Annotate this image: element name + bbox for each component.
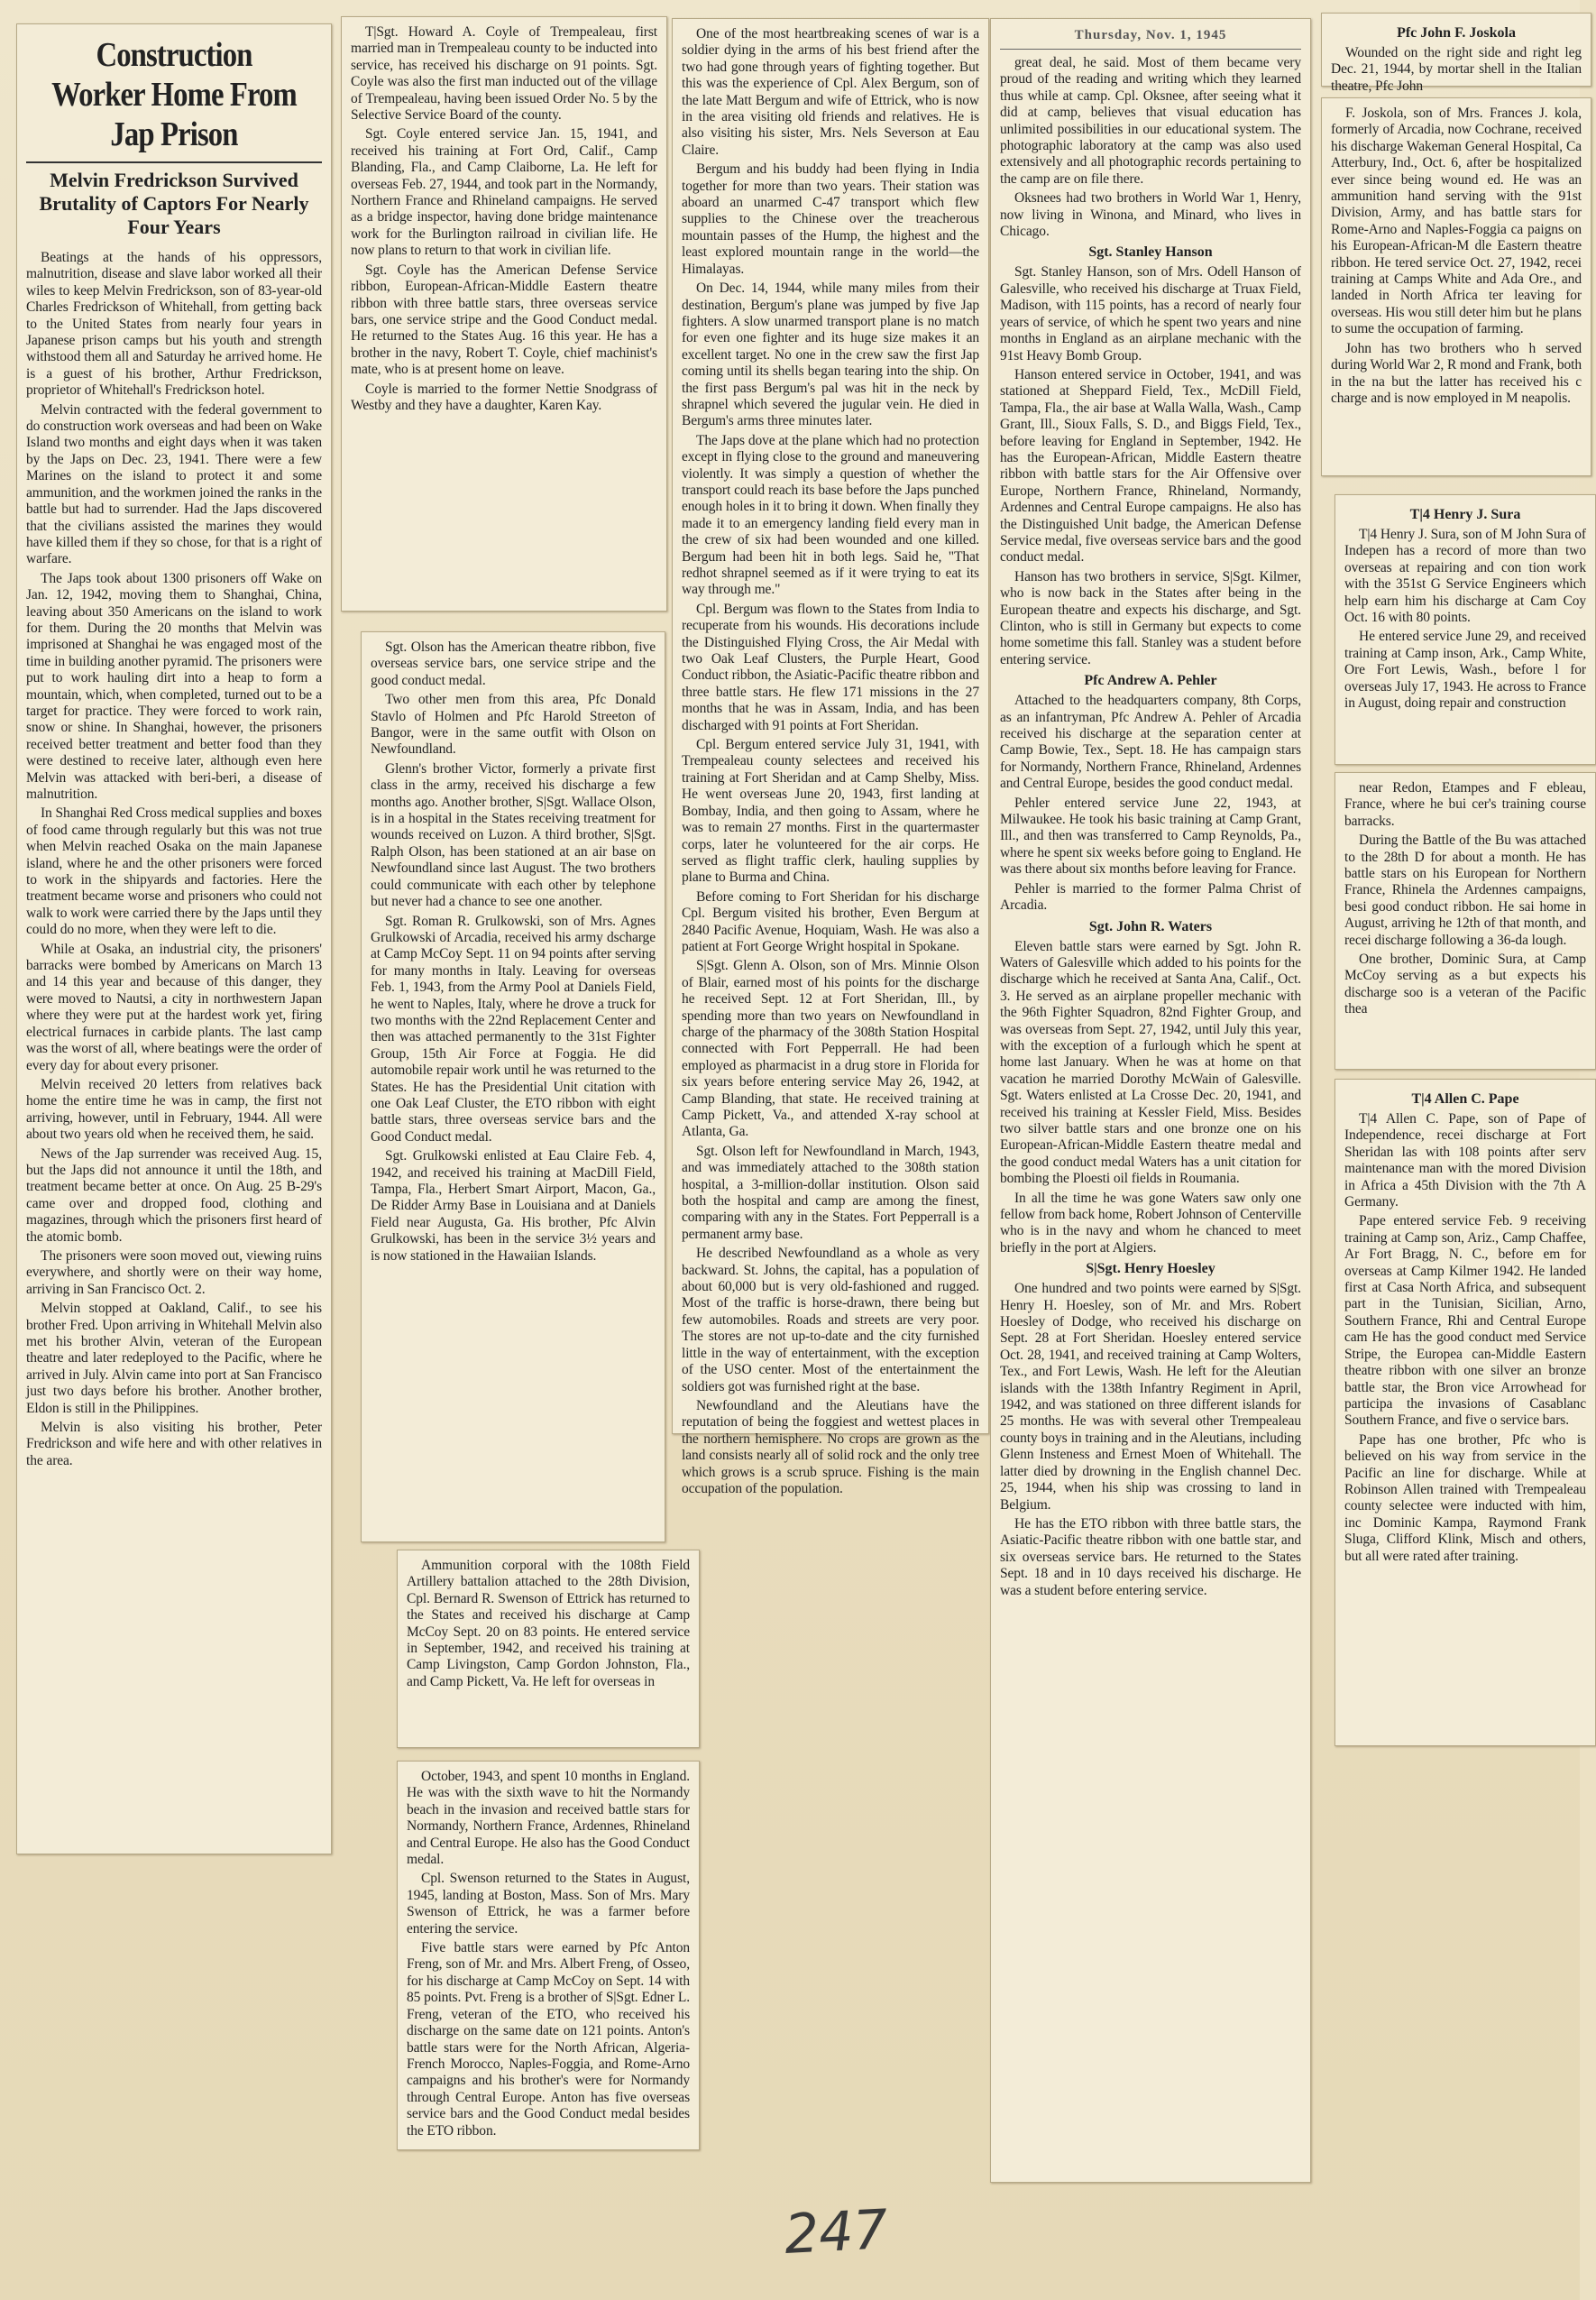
article-body xyxy=(682,26,979,1497)
paragraph: Pape entered service Feb. 9 receiving training at Camp son, Ariz., Camp Chaffee, Ar Fort Bragg, N. C., before em for overseas at Camp Kilmer 1942. He landed first at Casa North Africa, and subsequent part in the Tunisian, Sicilian, Arno, Southern France, Rhi and Central Europe cam He has the good conduct med Service Stripe, the Europea can-Middle Eastern theatre ribbon with one silver an bronze battle star, the Bron vice Arrowhead for participa the invasions of Casablanc Southern France, and five o service bars. xyxy=(1344,1213,1586,1429)
article-body xyxy=(1331,106,1582,407)
paragraph: Pape has one brother, Pfc who is believed on his way from service in the Pacific an line for discharge. While at Robinson Allen trained with Trempealeau county selectee were inducted with him, inc Dominic Kampa, Raymond Frank Sluga, Clifford Klink, Misch and others, but all were rated after training. xyxy=(1344,1431,1586,1564)
paragraph: great deal, he said. Most of them became very proud of the reading and writing which they learned thus while at camp. Cpl. Oksnee, after seeing what it did at camp, believes that visual education has unlimited possibilities in our educational system. The photographic laboratory at the camp was also used extensively and all photographic records pertaining to the camp are on file there. xyxy=(1000,55,1301,187)
paragraph: Melvin stopped at Oakland, Calif., to see his brother Fred. Upon arriving in Whitehall Melvin also met his brother Alvin, veteran of the European theatre and later redeployed to the Pacific, where he arrived in July. Alvin came into port at San Francisco just two days before his brother. Another brother, Eldon is still in the Philippines. xyxy=(26,1301,322,1416)
clipping-joskola-head xyxy=(1321,13,1591,94)
article-body xyxy=(407,1769,690,2139)
paragraph: T|4 Henry J. Sura, son of M John Sura of Indepen has a record of more than two overseas at repairing and con tion work with the 351st G Service Engineers which help earn him his discharge at Cam Coy Oct. 16 with 80 points. xyxy=(1344,527,1586,626)
paragraph: Pehler entered service June 22, 1943, at Milwaukee. He took his basic training at Camp Grant, Ill., and then was transferred to Camp Reynolds, Pa., where he spent six weeks before going to England. He was there about six months before leaving for France. xyxy=(1000,795,1301,878)
clipping-pape xyxy=(1335,1079,1596,1746)
clipping-hanson-pehler-waters-hoesley xyxy=(990,18,1311,2183)
paragraph: Coyle is married to the former Nettie Snodgrass of Westby and they have a daughter, Karen Kay. xyxy=(351,381,657,413)
paragraph: Five battle stars were earned by Pfc Anton Freng, son of Mr. and Mrs. Albert Freng, of Osseo, for his discharge at Camp McCoy on Sept. 14 with 85 points. Pvt. Freng is a brother of S|Sgt. Edner L. Freng, veteran of the ETO, who received his discharge on the same date on 121 points. Anton's battle stars were for the North African, Algeria-French Morocco, Naples-Foggia, and Rome-Arno campaigns and his brother's were for Normandy through Central Europe. Anton has five overseas service bars and the Good Conduct medal besides the ETO ribbon. xyxy=(407,1940,690,2139)
paragraph: On Dec. 14, 1944, while many miles from their destination, Bergum's plane was jumped by five Jap fighters. A slow unarmed transport plane is no match for even one fighter and its huge size makes it an excellent target. No one in the crew saw the first Jap coming until its shells began tearing into the ship. On the first pass Bergum's pal was hit in the neck by shrapnel which severed the jugular vein. He died in Bergum's arms three minutes later. xyxy=(682,281,979,429)
clipping-joskola xyxy=(1321,97,1591,476)
section-title: Pfc John F. Joskola xyxy=(1397,25,1516,41)
paragraph: He entered service June 29, and received training at Camp inson, Ark., Camp White, Ore Fort Lewis, Wash., before l for overseas July 17, 1943. He across to France in August, doing repair and construction xyxy=(1344,629,1586,712)
paragraph: Cpl. Swenson returned to the States in August, 1945, landing at Boston, Mass. Son of Mrs. Mary Swenson of Ettrick, he was a farmer before entering the service. xyxy=(407,1871,690,1937)
article-body xyxy=(407,1558,690,1690)
clipping-sura xyxy=(1335,494,1596,765)
article-body xyxy=(1344,527,1586,712)
article-intro xyxy=(1000,55,1301,240)
article-sections xyxy=(1000,244,1301,1598)
paragraph: Beatings at the hands of his oppressors, malnutrition, disease and slave labor worked all their wiles to keep Melvin Fredrickson, son of 83-year-old Charles Fredrickson of Whitehall, from getting back to the United States from nearly four years in Japanese prison camps but his youth and strength withstood them all and Saturday he arrived home. He is a guest of his brother, Arthur Fredrickson, proprietor of Whitehall's Fredrickson hotel. xyxy=(26,250,322,399)
paragraph: T|Sgt. Howard A. Coyle of Trempealeau, first married man in Trempealeau county to be inducted into service, has received his discharge on 91 points. Sgt. Coyle was also the first man inducted out of the village of Trempealeau, having been issued Order No. 5 by the Selective Service Board of the county. xyxy=(351,24,657,124)
article-body xyxy=(1344,1111,1586,1565)
paragraph: Sgt. Olson left for Newfoundland in March, 1943, and was immediately attached to the 308th station hospital, a 3-million-dollar institution. Olson said both the hospital and camp are among the finest, comparing with any in the States. Fort Pepperrall is a permanent army base. xyxy=(682,1143,979,1242)
article-body xyxy=(1331,45,1582,95)
paragraph: Hanson has two brothers in service, S|Sgt. Kilmer, who is now back in the States after being in the European theatre and expects his discharge, and Sgt. Clinton, who is still in Germany but expects to come home sometime this fall. Stanley was a student before entering service. xyxy=(1000,568,1301,667)
paragraph: Bergum and his buddy had been flying in India together for more than two years. Their station was aboard an unarmed C-47 transport which flew supplies to the Chinese over the treacherous mountain passes of the Hump, the highest and the least explored mountain range in the world—the Himalayas. xyxy=(682,161,979,277)
paragraph: Two other men from this area, Pfc Donald Stavlo of Holmen and Pfc Harold Streeton of Bangor, were in the same outfit with Olson on Newfoundland. xyxy=(371,692,656,758)
paragraph: Ammunition corporal with the 108th Field Artillery battalion attached to the 28th Division, Cpl. Bernard R. Swenson of Ettrick has returned to the States and received his discharge at Camp McCoy Sept. 20 on 83 points. He entered service in September, 1942, and received his training at Camp Livingston, Camp Gordon Johnston, Fla., and Camp Pickett, Va. He left for overseas in xyxy=(407,1558,690,1689)
section-title: Sgt. Stanley Hanson xyxy=(1088,244,1213,261)
paragraph: Cpl. Bergum was flown to the States from India to recuperate from his wounds. His decorations include the Distinguished Flying Cross, the Air Medal with two Oak Leaf Clusters, the Purple Heart, Good Conduct ribbon, the Asiatic-Pacific theatre ribbon and three battle stars. He flew 171 missions in the 27 months that he was in Assam, India, and has been discharged with 91 points at Fort Sheridan. xyxy=(682,601,979,733)
paragraph: Sgt. Grulkowski enlisted at Eau Claire Feb. 4, 1942, and received his training at MacDill Field, Tampa, Fla., Herbert Smart Airport, Macon, Ga., De Ridder Army Base in Louisiana and at Daniels Field near Augusta, Ga. His brother, Pfc Alvin Grulkowski, has been in the service 3½ years and is now stationed in the Hawaiian Islands. xyxy=(371,1148,656,1264)
paragraph: One brother, Dominic Sura, at Camp McCoy serving as a but expects his discharge soo is a veteran of the Pacific thea xyxy=(1344,952,1586,1017)
paragraph: While at Osaka, an industrial city, the prisoners' barracks were bombed by Americans on March 13 and 14 this year and because of this danger, they were moved to Nautsi, a city in northwestern Japan where they were put at the hardest work yet, firing electrical furnaces in carbide plants. The last camp was the worst of all, where beatings were the order of every day for about every prisoner. xyxy=(26,941,322,1073)
clipping-swenson xyxy=(397,1550,700,1748)
paragraph: Glenn's brother Victor, formerly a private first class in the army, received his discharge a few months ago. Another brother, S|Sgt. Wallace Olson, is in a hospital in the States receiving treatment for wounds received on Luzon. A third brother, S|Sgt. Ralph Olson, has been stationed at an air base on Newfoundland since last August. The two brothers could communicate with each other by telephone but never had a chance to see one another. xyxy=(371,760,656,910)
article-body xyxy=(1344,780,1586,1018)
section-title: S|Sgt. Henry Hoesley xyxy=(1086,1261,1215,1277)
paragraph: Wounded on the right side and right leg Dec. 21, 1944, by mortar shell in the Italian theatre, Pfc John xyxy=(1331,45,1582,94)
paragraph: Hanson entered service in October, 1941, and was stationed at Sheppard Field, Tex., McDill Field, Tampa, Fla., the air base at Walla Walla, Wash., Camp Grant, Ill., Sioux Falls, S. D., and Biggs Field, Tex., before leaving for England in September, 1942. He has the European-African, Middle Eastern theatre ribbon with battle stars for the Air Offensive over Europe, Northern France, Rhineland, Normandy, Ardennes and Central Europe campaigns. He also has the Distinguished Unit badge, the American Defense Service medal, five overseas service bars and the good conduct medal. xyxy=(1000,366,1301,566)
article-deck: Melvin Fredrickson Survived Brutality of Captors For Nearly Four Years xyxy=(26,161,322,239)
paragraph: Cpl. Bergum entered service July 31, 1941, with Trempealeau county selectees and received his training at Fort Sheridan and at Camp Shelby, Miss. He went overseas June 20, 1943, first landing at Bombay, India, and then going to Assam, where he was to remain 27 months. First in the quartermaster corps, later he volunteered for the air corps. He served as flight traffic clerk, hauling supplies by plane to Burma and China. xyxy=(682,737,979,886)
paragraph: Sgt. Olson has the American theatre ribbon, five overseas service bars, one service stripe and the good conduct medal. xyxy=(371,639,656,688)
section-title: T|4 Allen C. Pape xyxy=(1411,1091,1519,1107)
paragraph: John has two brothers who h served during World War 2, R mond and Frank, both in the na but the latter has received his c charge and is now employed in M neapolis. xyxy=(1331,340,1582,406)
paragraph: He described Newfoundland as a whole as very backward. St. Johns, the capital, has a population of about 60,000 but is very old-fashioned and rugged. Most of the traffic is horse-drawn, there being but few automobiles. Roads and streets are very poor. The stores are not up-to-date and the city furnished little in the way of entertainment, with the exception of the USO center. Most of the entertainment the soldiers got was furnished right at the base. xyxy=(682,1246,979,1394)
paragraph: Newfoundland and the Aleutians have the reputation of being the foggiest and wettest places in the northern hemisphere. No crops are grown as the land consists nearly all of solid rock and the only tree which grows is a scrub spruce. Fishing is the main occupation of the population. xyxy=(682,1397,979,1496)
paragraph: Melvin received 20 letters from relatives back home the entire time he was in camp, the first not arriving, however, until in February, 1944. All were about two years old when he received them, he said. xyxy=(26,1076,322,1143)
article-body xyxy=(26,250,322,1469)
headline: Construction Worker Home From Jap Prison xyxy=(51,36,297,153)
paragraph: Eleven battle stars were earned by Sgt. John R. Waters of Galesville which added to his points for the discharge which he received at Santa Ana, Calif., Oct. 3. He served as an airplane propeller mechanic with the 96th Fighter Squadron, 82nd Fighter Group, and was overseas from Sept. 27, 1942, until July this year, with the exception of a furlough which he spent at home last January. When he was at home on that vacation he married Dorothy McWain of Galesville. Sgt. Waters enlisted at La Crosse Dec. 20, 1941, and received his training at Kessler Field, Miss. Besides two silver battle stars and one bronze one on his European-African-Middle Eastern theatre medal and the good conduct medal Waters has a unit citation for bombing the Ploesti oil fields in Roumania. xyxy=(1000,938,1301,1187)
paragraph: Melvin is also visiting his brother, Peter Fredrickson and wife here and with other relatives in the area. xyxy=(26,1420,322,1468)
paragraph: Melvin contracted with the federal government to do construction work overseas and had been on Wake Island two months and eight days when it was taken by the Japs on Dec. 23, 1941. There were a few Marines on the island to protect it and some ammunition, and the workmen joined the ranks in the battle but had to surrender. Had the Japs discovered that the civilians assisted the marines they would have killed them if they so chose, for that is a right of warfare. xyxy=(26,401,322,567)
section-title: Sgt. John R. Waters xyxy=(1088,918,1213,934)
paragraph: Sgt. Coyle has the American Defense Service ribbon, European-African-Middle Eastern theatre ribbon with three battle stars, three overseas service bars, one service stripe and the Good Conduct medal. He returned to the States Aug. 16 this year. He has a brother in the navy, Robert T. Coyle, chief machinist's mate, who is at present home on leave. xyxy=(351,262,657,378)
paragraph: The Japs dove at the plane which had no protection except in flying close to the ground and maneuvering violently. It was simply a question of whether the transport could reach its base before the Japs punched enough holes in it to bring it down. When finally they made it to an emergency landing field every man in the crew of six had been wounded and one killed. Bergum had been hit in both legs. Said he, "That redhot shrapnel seemed as if it were trying to eat its way through me." xyxy=(682,432,979,598)
paragraph: Sgt. Stanley Hanson, son of Mrs. Odell Hanson of Galesville, who received his discharge at Truax Field, Madison, with 115 points, has a record of nearly four years of service, of which he spent two years and nine months in England as an airplane mechanic with the 91st Heavy Bomb Group. xyxy=(1000,264,1301,363)
clipping-fredrickson xyxy=(16,23,332,1854)
paragraph: Pehler is married to the former Palma Christ of Arcadia. xyxy=(1000,880,1301,914)
clipping-coyle xyxy=(341,16,667,612)
paragraph: He has the ETO ribbon with three battle stars, the Asiatic-Pacific theatre ribbon with one battle star, and six overseas service bars. He returned to the States Sept. 18 and in 10 days received his discharge. He was a student before entering service. xyxy=(1000,1515,1301,1598)
paragraph: News of the Jap surrender was received Aug. 15, but the Japs did not announce it until the 18th, and treatment became better at once. On Aug. 25 B-29's came over and dropped food, clothing and magazines, through which the prisoners first heard of the atomic bomb. xyxy=(26,1145,322,1245)
paragraph: October, 1943, and spent 10 months in England. He was with the sixth wave to hit the Normandy beach in the invasion and received battle stars for Normandy, Northern France, Ardennes, Rhineland and Central Europe. He also has the Good Conduct medal. xyxy=(407,1769,690,1868)
paragraph: In Shanghai Red Cross medical supplies and boxes of food came through regularly but this was not true when Melvin reached Osaka on the main Japanese island, where he and the other prisoners were forced to work in the shipyards and factories. Here the treatment became worse and prisoners who could not walk to work were carried there by the Japs until they could do no more, when they were left to die. xyxy=(26,805,322,938)
paragraph: Attached to the headquarters company, 8th Corps, as an infantryman, Pfc Andrew A. Pehler of Arcadia received his discharge at the separation center at Camp Bowie, Tex., Sept. 18. He has campaign stars for Normandy, Northern France, Rhineland, Ardennes and Central Europe, besides the good conduct medal. xyxy=(1000,693,1301,792)
section-title: T|4 Henry J. Sura xyxy=(1409,507,1521,522)
clipping-sura-cont xyxy=(1335,772,1596,1070)
paragraph: F. Joskola, son of Mrs. Frances J. kola, formerly of Arcadia, now Cochrane, received his discharge Wakeman General Hospital, Ca Atterbury, Ind., Oct. 6, after be hospitalized ever since being wound ed. He was an ammunition hand serving with the 91st Division, Army, and has battle stars for Rome-Arno and Naples-Foggia ca paigns on his European-African-M dle Eastern theatre ribbon. He tered service Oct. 27, 1942, recei training at Camps White and Ada Ore., and landed in North Africa ter leaving for overseas. His wou still deter him but he plans to sume the occupation of farming. xyxy=(1331,106,1582,337)
paragraph: T|4 Allen C. Pape, son of Pape of Independence, recei discharge at Fort Sheridan las with 108 points after serv maintenance man with the mored Division in Africa a 45th Division with the 7th A Germany. xyxy=(1344,1111,1586,1210)
clipping-olson-grulkowski xyxy=(361,631,665,1542)
paragraph: Sgt. Roman R. Grulkowski, son of Mrs. Agnes Grulkowski of Arcadia, received his army dscharge at Camp McCoy Sept. 11 on 94 points after serving for many months in Italy. Leaving for overseas Feb. 1, 1943, from the Army Pool at Daniels Field, he went to Naples, Italy, where he drove a truck for two months with the 22nd Replacement Center and then was attached permanently to the 31st Fighter Group, 15th Air Force at Foggia. He did automobile repair work until he was returned to the States. He has the Presidential Unit citation with one Oak Leaf Cluster, the ETO ribbon with eight battle stars, three overseas service bars and the Good Conduct medal. xyxy=(371,913,656,1145)
paragraph: One of the most heartbreaking scenes of war is a soldier dying in the arms of his best friend after the two had gone through years of fighting together. But this was the experience of Cpl. Alex Bergum, son of the late Matt Bergum and wife of Ettrick, who is now in the area visiting old friends and relatives. He is also visiting his sister, Mrs. Nels Severson at Eau Claire. xyxy=(682,26,979,158)
paragraph: In all the time he was gone Waters saw only one fellow from back home, Robert Johnson of Centerville who is in the navy and whom he chanced to meet briefly in the port at Algiers. xyxy=(1000,1190,1301,1256)
clipping-swenson-freng xyxy=(397,1761,700,2150)
paragraph: Sgt. Coyle entered service Jan. 15, 1941, and received his training at Fort Ord, Calif., Camp Blanding, Fla., and Camp Claiborne, La. He left for overseas Feb. 27, 1944, and took part in the Normandy, Northern France and Rhineland campaigns. He served as a bridge inspector, having done bridge maintenance work for the Burlington railroad in civilian life. He now plans to return to that work in civilian life. xyxy=(351,126,657,259)
paragraph: One hundred and two points were earned by S|Sgt. Henry H. Hoesley, son of Mr. and Mrs. Robert Hoesley of Dodge, who received his discharge on Sept. 28 at Fort Sheridan. Hoesley entered service Oct. 28, 1941, and received training at Camp Wolters, Tex., and Fort Lewis, Wash. He left for the Aleutian islands with the 138th Infantry Regiment in April, 1942, and was stationed on three different islands for 25 months. He was with several other Trempealeau county boys in training and in the Aleutians, including Glenn Insteness and Ernest Moen of Whitehall. The latter died by drowning in the English channel Dec. 25, 1944, when his ship was crossing to land in Belgium. xyxy=(1000,1281,1301,1513)
paragraph: S|Sgt. Glenn A. Olson, son of Mrs. Minnie Olson of Blair, earned most of his points for the discharge he received Sept. 12 at Fort Sheridan, Ill., by spending more than two years on Newfoundland in charge of the pharmacy of the 308th Station Hospital connected with Fort Pepperrall. He had been employed as pharmacist in a drug store in Florida for six years before entering service May 26, 1942, at Camp Blanding, that state. He received training at Camp Pickett, Va., and attended X-ray school at Atlanta, Ga. xyxy=(682,958,979,1140)
paragraph: The Japs took about 1300 prisoners off Wake on Jan. 12, 1942, moving them to Shanghai, China, leaving about 350 Americans on the island to work for them. During the 20 months that Melvin was imprisoned at Shanghai he was engaged most of the time in building another pyramid. The prisoners were put to work hauling dirt into a heap to form a mountain, which, when completed, turned out to be a target for practice. They were forced to work rain, snow or shine. In Shanghai, however, the prisoners received better treatment and better food than they were destined to receive later, although even here Melvin was attacked with beri-beri, a disease of malnutrition. xyxy=(26,570,322,802)
paragraph: During the Battle of the Bu was attached to the 28th D for about a month. He has battle stars on his European for Northern France, Rhinela the Ardennes campaigns, besi good conduct ribbon. He sai home in August, arriving he 12th of that month, and recei discharge following a 36-da lough. xyxy=(1344,833,1586,948)
article-body xyxy=(371,639,656,1265)
paragraph: near Redon, Etampes and F ebleau, France, where he bui cer's training course barracks. xyxy=(1344,780,1586,829)
clipping-bergum-olson xyxy=(672,18,989,1496)
paragraph: Before coming to Fort Sheridan for his discharge Cpl. Bergum visited his brother, Even Bergum at 2840 Pacific Avenue, Hoquiam, Wash. He was also a patient at Fort George Wright hospital in Spokane. xyxy=(682,888,979,954)
dateline: Thursday, Nov. 1, 1945 xyxy=(1000,26,1301,50)
section-title: Pfc Andrew A. Pehler xyxy=(1084,673,1217,689)
paragraph: Oksnees had two brothers in World War 1, Henry, now living in Winona, and Minard, who lives in Chicago. xyxy=(1000,190,1301,240)
page-number: 247 xyxy=(783,2198,890,2267)
article-body xyxy=(351,24,657,414)
paragraph: The prisoners were soon moved out, viewing ruins everywhere, and shortly were on their way home, arriving in San Francisco Oct. 2. xyxy=(26,1247,322,1297)
